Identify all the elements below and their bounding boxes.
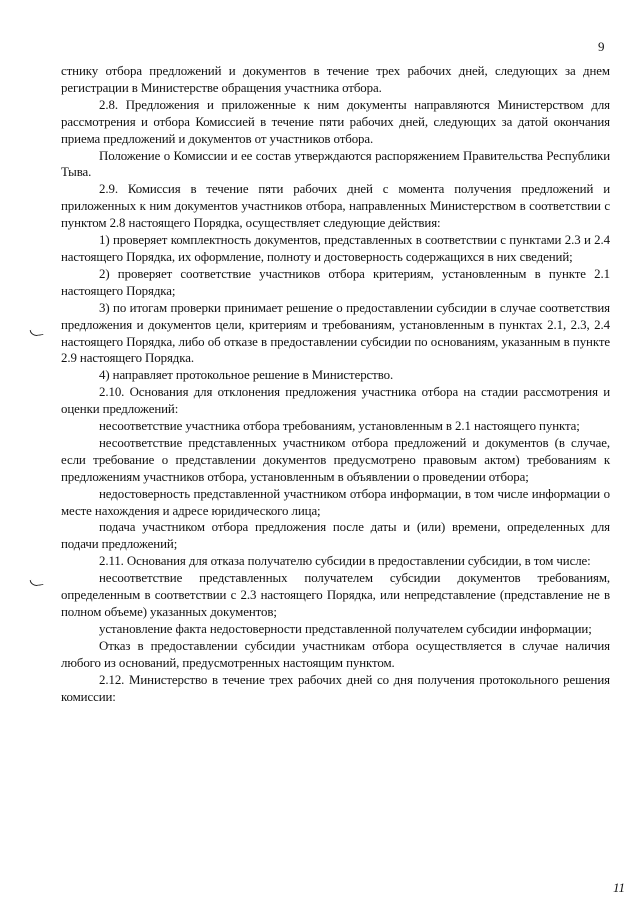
paragraph-2-9: 2.9. Комиссия в течение пяти рабочих дней с момента получения предложений и приложенных к ним документов участников отбора, направленных Министерством в соответствии с пунктом 2.8 настоящего Порядка, осуществляет следующие действия: (61, 182, 610, 231)
list-item-2-10-c: недостоверность представленной участником отбора информации, в том числе информации о месте нахождения и адресе юридического лица; (61, 486, 610, 518)
paragraph-2-10: 2.10. Основания для отклонения предложения участника отбора на стадии рассмотрения и оценки предложений: (61, 385, 610, 417)
list-item-2-9-1: 1) проверяет комплектность документов, представленных в соответствии с пунктами 2.3 и 2.4 настоящего Порядка, их оформление, полноту и достоверность содержащихся в них сведений; (61, 233, 610, 264)
paragraph-commission-regulation: Положение о Комиссии и ее состав утверждаются распоряжением Правительства Республики Тыва. (61, 148, 610, 180)
document-body (61, 63, 610, 705)
margin-check-mark (30, 578, 44, 587)
list-item-2-9-3: 3) по итогам проверки принимает решение о предоставлении субсидии в случае соответствия предложения и документов цели, критериям и требованиям, установленным в пунктах 2.1, 2.3, 2.4 настоящего Порядка, либо об отказе в предоставлении субсидии по основаниям, указанным в пункте 2.9 настоящего Порядка. (61, 300, 610, 366)
list-item-2-10-a: несоответствие участника отбора требованиям, установленным в 2.1 настоящего пункта; (99, 419, 580, 434)
list-item-2-9-2: 2) проверяет соответствие участников отбора критериям, установленным в пункте 2.1 настоящего Порядка; (61, 266, 610, 298)
list-item-2-11-b: установление факта недостоверности представленной получателем субсидии информации; (99, 621, 592, 636)
paragraph-refusal: Отказ в предоставлении субсидии участникам отбора осуществляется в случае наличия любого из оснований, предусмотренных настоящим пунктом. (61, 638, 610, 670)
margin-check-mark (30, 328, 44, 337)
paragraph-continuation: стнику отбора предложений и документов в течение трех рабочих дней, следующих за днем регистрации в Министерстве обращения участника отбора. (61, 64, 610, 95)
paragraph-2-12: 2.12. Министерство в течение трех рабочих дней со дня получения протокольного решения комиссии: (61, 672, 610, 704)
handwritten-page-note: 11 (613, 880, 626, 895)
list-item-2-9-4: 4) направляет протокольное решение в Министерство. (99, 368, 394, 383)
list-item-2-11-a: несоответствие представленных получателем субсидии документов требованиям, определенным в соответствии с 2.3 настоящего Порядка, или непредставление (представление не в полном объеме) указанных документов; (61, 571, 610, 619)
list-item-2-10-b: несоответствие представленных участником отбора предложений и документов (в случае, если требование о представлении документов предусмотрено правовым актом) требованиям к предложениям участников отбора, установленным в объявлении о проведении отбора; (61, 435, 610, 484)
page-number: 9 (598, 39, 605, 54)
paragraph-2-8: 2.8. Предложения и приложенные к ним документы направляются Министерством для рассмотрения и отбора Комиссией в течение пяти рабочих дней, следующих за датой окончания приема предложений и документов от участников отбора. (61, 97, 610, 146)
paragraph-2-11: 2.11. Основания для отказа получателю субсидии в предоставлении субсидии, в том числе: (99, 554, 591, 569)
list-item-2-10-d: подача участником отбора предложения после даты и (или) времени, определенных для подачи предложений; (61, 520, 610, 552)
